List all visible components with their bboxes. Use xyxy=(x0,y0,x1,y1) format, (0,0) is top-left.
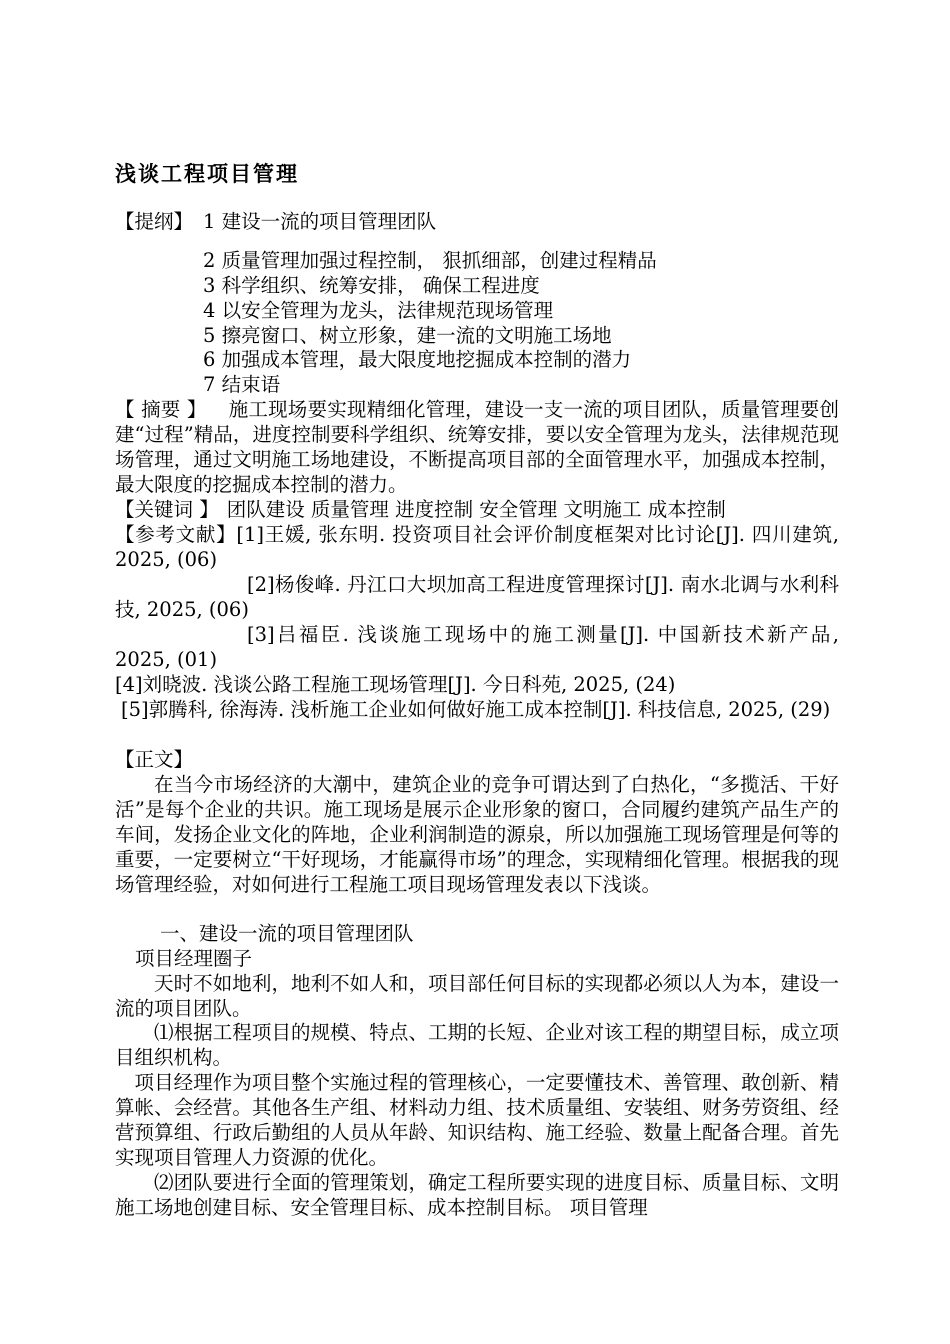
outline-item-1: 1 建设一流的项目管理团队 xyxy=(203,210,437,233)
reference-item: [1]王媛, 张东明. 投资项目社会评价制度框架对比讨论[J]. 四川建筑, 2025, (06) xyxy=(115,523,839,571)
abstract-label: 【 摘要 】 xyxy=(115,398,207,421)
reference-2: [2]杨俊峰. 丹江口大坝加高工程进度管理探讨[J]. 南水北调与水利科技, 2025, (06) xyxy=(115,573,839,621)
reference-4: [4]刘晓波. 浅谈公路工程施工现场管理[J]. 今日科苑, 2025, (24) xyxy=(115,673,676,696)
outline-item-7: 7 结束语 xyxy=(203,373,281,396)
reference-5: [5]郭腾科, 徐海涛. 浅析施工企业如何做好施工成本控制[J]. 科技信息, 2025, (29) xyxy=(121,698,831,721)
keywords xyxy=(115,497,726,522)
outline-item-3: 3 科学组织、统筹安排， 确保工程进度 xyxy=(203,274,540,297)
keywords-text: 团队建设 质量管理 进度控制 安全管理 文明施工 成本控制 xyxy=(226,498,726,521)
paragraph-2: ⑴根据工程项目的规模、特点、工期的长短、企业对该工程的期望目标，成立项目组织机构。 xyxy=(115,1021,839,1069)
keywords-label: 【关键词 】 xyxy=(115,498,219,521)
subheading: 项目经理圈子 xyxy=(135,947,253,970)
body-intro-paragraph: 在当今市场经济的大潮中，建筑企业的竞争可谓达到了白热化，“多揽活、干好活”是每个企业的共识。施工现场是展示企业形象的窗口，合同履约建筑产品生产的车间，发扬企业文化的阵地，企业利润制造的源泉，所以加强施工现场管理是何等的重要，一定要树立“干好现场，才能赢得市场”的理念，实现精细化管理。根据我的现场管理经验，对如何进行工程施工项目现场管理发表以下浅谈。 xyxy=(115,773,839,896)
paragraph-3: 项目经理作为项目整个实施过程的管理核心，一定要懂技术、善管理、敢创新、精算帐、会经营。其他各生产组、材料动力组、技术质量组、安装组、财务劳资组、经营预算组、行政后勤组的人员从年龄、知识结构、施工经验、数量上配备合理。首先实现项目管理人力资源的优化。 xyxy=(115,1071,839,1169)
reference-1 xyxy=(115,522,839,572)
document-title: 浅谈工程项目管理 xyxy=(115,162,299,186)
outline-item-6: 6 加强成本管理，最大限度地挖掘成本控制的潜力 xyxy=(203,348,632,371)
outline-item-4: 4 以安全管理为龙头，法律规范现场管理 xyxy=(203,299,554,322)
paragraph-1: 天时不如地利，地利不如人和，项目部任何目标的实现都必须以人为本，建设一流的项目团队。 xyxy=(115,972,839,1020)
paragraph-4: ⑵团队要进行全面的管理策划，确定工程所要实现的进度目标、质量目标、文明施工场地创建目标、安全管理目标、成本控制目标。 项目管理 xyxy=(115,1171,839,1219)
section-heading-1: 一、建设一流的项目管理团队 xyxy=(160,922,414,945)
body-label: 【正文】 xyxy=(115,748,194,771)
references-label: 【参考文献】 xyxy=(115,523,237,546)
outline-label: 【提纲】 xyxy=(115,210,194,233)
reference-3: [3]吕福臣. 浅谈施工现场中的施工测量[J]. 中国新技术新产品, 2025, (01) xyxy=(115,623,839,671)
outline-item-2: 2 质量管理加强过程控制， 狠抓细部，创建过程精品 xyxy=(203,249,657,272)
abstract-text: 施工现场要实现精细化管理，建设一支一流的项目团队，质量管理要创建“过程”精品，进度控制要科学组织、统筹安排，要以安全管理为龙头，法律规范现场管理，通过文明施工场地建设，不断提高项目部的全面管理水平，加强成本控制，最大限度的挖掘成本控制的潜力。 xyxy=(115,398,839,496)
abstract xyxy=(115,397,839,497)
outline-item-5: 5 擦亮窗口、树立形象，建一流的文明施工场地 xyxy=(203,324,612,347)
